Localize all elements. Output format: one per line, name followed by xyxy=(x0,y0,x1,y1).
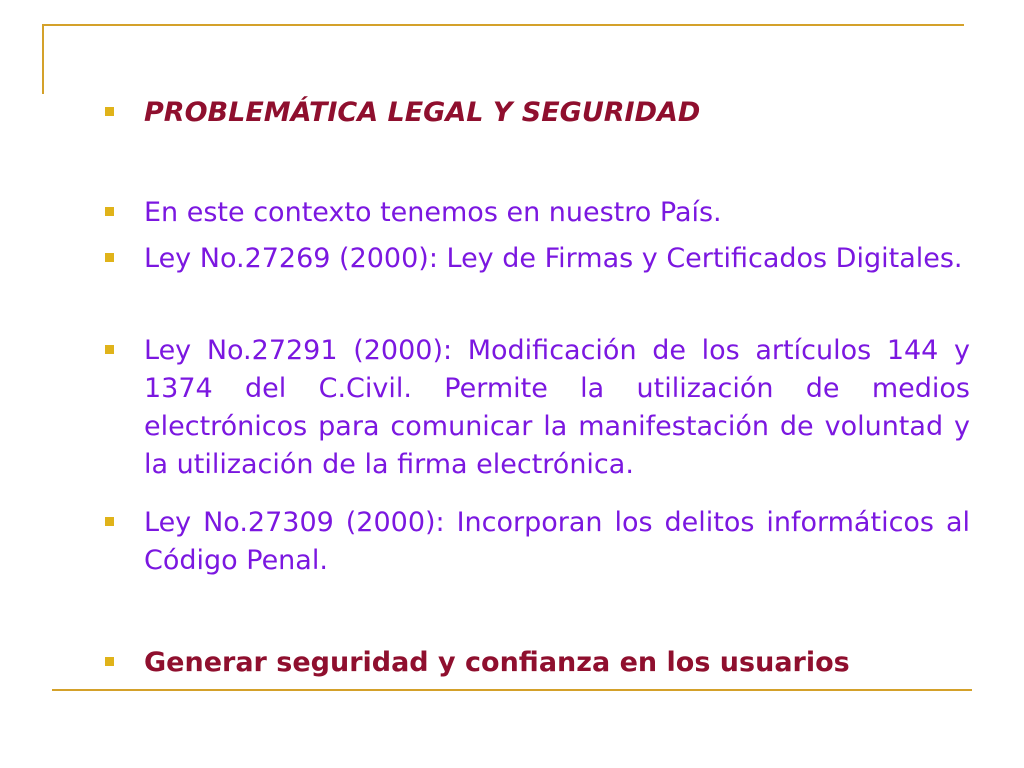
bullet-item-ley-27309 xyxy=(144,504,970,580)
bullet-item-context xyxy=(144,194,970,232)
bullet-item-ley-27291 xyxy=(144,332,970,484)
square-bullet-icon xyxy=(105,517,114,526)
heading-text: PROBLEMÁTICA LEGAL Y SEGURIDAD xyxy=(144,97,701,128)
square-bullet-icon xyxy=(105,345,114,354)
square-bullet-icon xyxy=(105,657,114,666)
bullet-text: Ley No.27309 (2000): Incorporan los delitos informáticos al Código Penal. xyxy=(144,507,970,576)
bullet-text: Ley No.27269 (2000): Ley de Firmas y Certificados Digitales. xyxy=(144,243,963,274)
bullet-item-conclusion xyxy=(144,644,970,682)
bullet-text: Ley No.27291 (2000): Modificación de los artículos 144 y 1374 del C.Civil. Permite la utilización de medios electrónicos para comunicar la manifestación de voluntad y la utilización de la firma electrónica. xyxy=(144,335,970,480)
square-bullet-icon xyxy=(105,107,114,116)
bullet-item-heading xyxy=(144,94,970,132)
square-bullet-icon xyxy=(105,253,114,262)
conclusion-text: Generar seguridad y confianza en los usuarios xyxy=(144,647,850,678)
bullet-text: En este contexto tenemos en nuestro País. xyxy=(144,197,722,228)
square-bullet-icon xyxy=(105,207,114,216)
bullet-item-ley-27269 xyxy=(144,240,970,278)
